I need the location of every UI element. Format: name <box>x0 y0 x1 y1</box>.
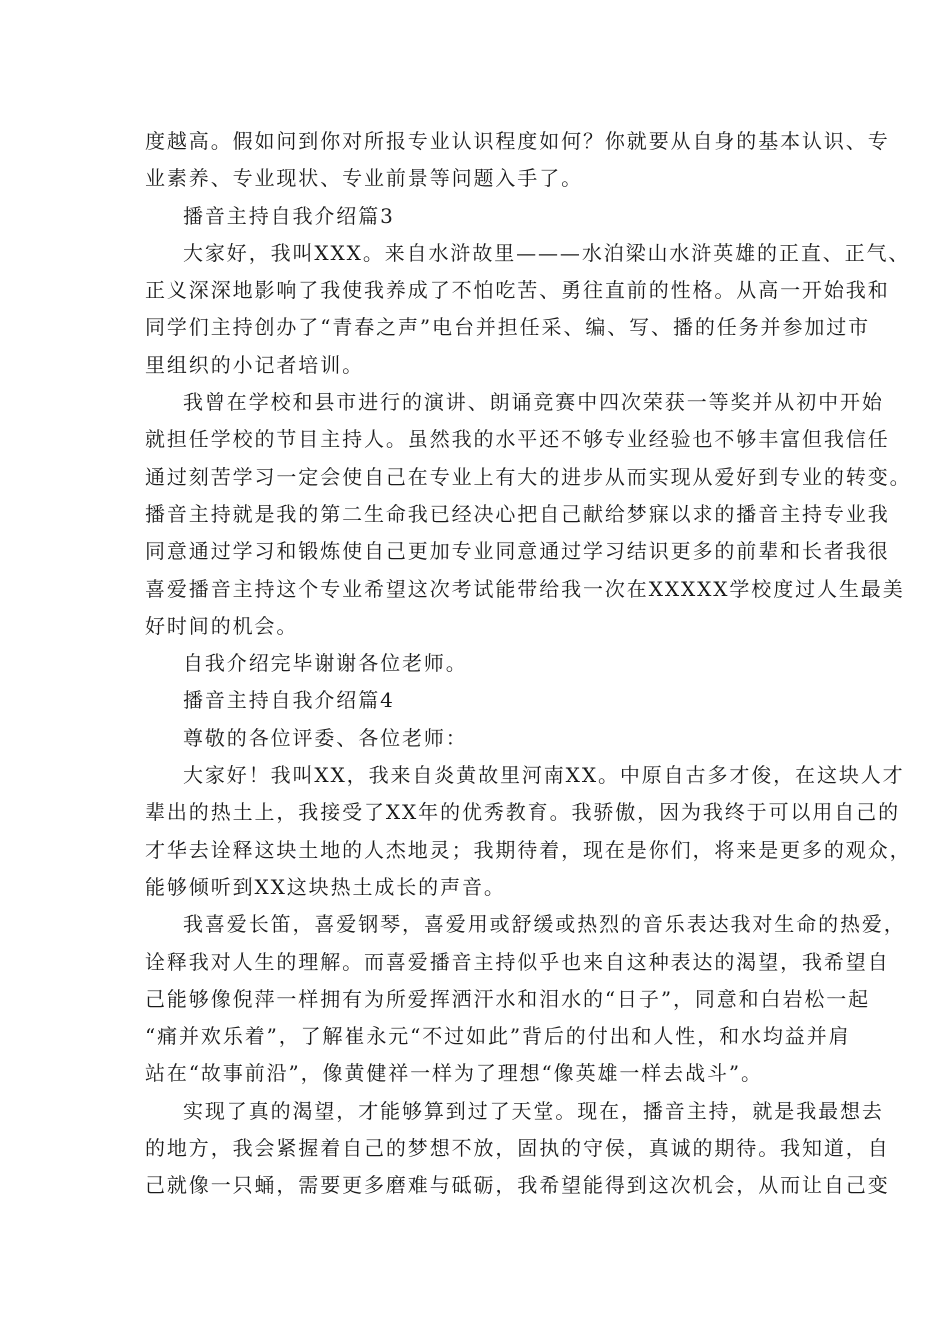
text-line: 实现了真的渴望，才能够算到过了天堂。现在，播音主持，就是我最想去 <box>183 1098 884 1123</box>
text-line: “痛并欢乐着”，了解崔永元“不过如此”背后的付出和人性，和水均益并肩 <box>145 1024 851 1049</box>
text-line: 我喜爱长笛，喜爱钢琴，喜爱用或舒缓或热烈的音乐表达我对生命的热爱， <box>183 912 906 937</box>
text-line: 大家好！我叫XX，我来自炎黄故里河南XX。中原自古多才俊，在这块人才 <box>183 763 905 788</box>
text-line: 己能够像倪萍一样拥有为所爱挥洒汗水和泪水的“日子”，同意和白岩松一起 <box>145 986 871 1011</box>
text-line: 好时间的机会。 <box>145 613 299 638</box>
text-line: 大家好，我叫XXX。来自水浒故里———水泊梁山水浒英雄的正直、正气、 <box>183 240 911 265</box>
text-line: 业素养、专业现状、专业前景等问题入手了。 <box>145 166 583 191</box>
text-line: 就担任学校的节目主持人。虽然我的水平还不够专业经验也不够丰富但我信任 <box>145 427 890 452</box>
text-line: 正义深深地影响了我使我养成了不怕吃苦、勇往直前的性格。从高一开始我和 <box>145 278 890 303</box>
text-line: 诠释我对人生的理解。而喜爱播音主持似乎也来自这种表达的渴望，我希望自 <box>145 949 890 974</box>
text-line: 度越高。假如问到你对所报专业认识程度如何？你就要从自身的基本认识、专 <box>145 129 890 153</box>
text-line: 同学们主持创办了“青春之声”电台并担任采、编、写、播的任务并参加过市 <box>145 315 871 340</box>
section-heading-4: 播音主持自我介绍篇4 <box>183 688 395 713</box>
text-line: 喜爱播音主持这个专业希望这次考试能带给我一次在XXXXX学校度过人生最美 <box>145 576 905 601</box>
salutation: 尊敬的各位评委、各位老师： <box>183 725 468 750</box>
text-line: 的地方，我会紧握着自己的梦想不放，固执的守侯，真诚的期待。我知道，自 <box>145 1136 890 1161</box>
text-line: 辈出的热土上，我接受了XX年的优秀教育。我骄傲，因为我终于可以用自己的 <box>145 800 900 825</box>
text-line: 己就像一只蛹，需要更多磨难与砥砺，我希望能得到这次机会，从而让自己变 <box>145 1173 890 1198</box>
text-line: 自我介绍完毕谢谢各位老师。 <box>183 651 468 676</box>
text-line: 里组织的小记者培训。 <box>145 352 364 377</box>
section-heading-3: 播音主持自我介绍篇3 <box>183 203 395 228</box>
text-line: 通过刻苦学习一定会使自己在专业上有大的进步从而实现从爱好到专业的转变。 <box>145 464 912 489</box>
text-line: 同意通过学习和锻炼使自己更加专业同意通过学习结识更多的前辈和长者我很 <box>145 539 890 564</box>
text-line: 站在“故事前沿”，像黄健祥一样为了理想“像英雄一样去战斗”。 <box>145 1061 763 1086</box>
text-line: 能够倾听到XX这块热土成长的声音。 <box>145 874 506 899</box>
document-body <box>145 123 912 1205</box>
text-line: 才华去诠释这块土地的人杰地灵；我期待着，现在是你们，将来是更多的观众， <box>145 837 912 862</box>
text-line: 播音主持就是我的第二生命我已经决心把自己献给梦寐以求的播音主持专业我 <box>145 501 890 526</box>
text-line: 我曾在学校和县市进行的演讲、朗诵竞赛中四次荣获一等奖并从初中开始 <box>183 390 884 415</box>
